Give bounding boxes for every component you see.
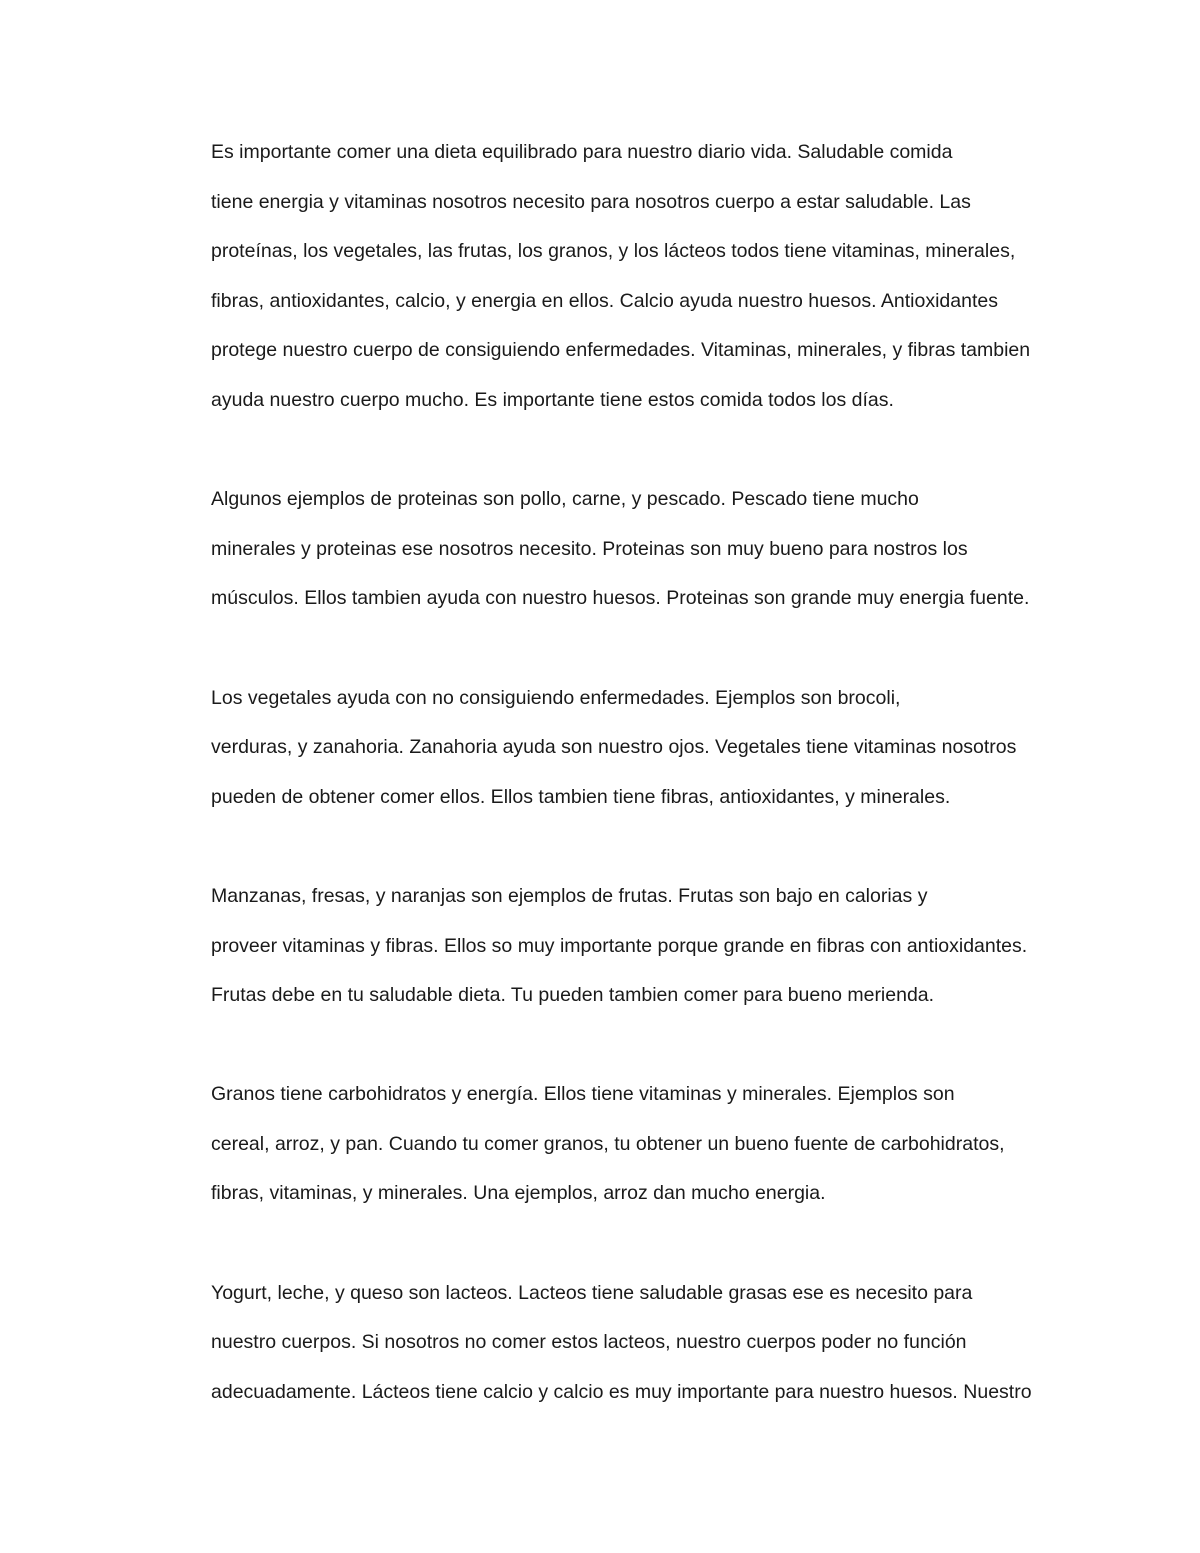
paragraph-line: Es importante comer una dieta equilibrado para nuestro diario vida. Saludable comida	[211, 141, 953, 163]
paragraph-line: tiene energia y vitaminas nosotros necesito para nosotros cuerpo a estar saludable. Las	[211, 190, 971, 213]
paragraph-line: proveer vitaminas y fibras. Ellos so muy importante porque grande en fibras con antioxidantes.	[211, 934, 1028, 957]
paragraph-line: Yogurt, leche, y queso son lacteos. Lacteos tiene saludable grasas ese es necesito para	[211, 1281, 973, 1304]
paragraph-line: fibras, antioxidantes, calcio, y energia en ellos. Calcio ayuda nuestro huesos. Antioxidantes	[211, 289, 998, 312]
paragraph-line: adecuadamente. Lácteos tiene calcio y calcio es muy importante para nuestro huesos. Nuestro	[211, 1380, 1032, 1403]
paragraph-line: pueden de obtener comer ellos. Ellos tambien tiene fibras, antioxidantes, y minerales.	[211, 785, 951, 808]
paragraph-line: Granos tiene carbohidratos y energía. Ellos tiene vitaminas y minerales. Ejemplos son	[211, 1083, 955, 1106]
paragraph-line: minerales y proteinas ese nosotros necesito. Proteinas son muy bueno para nostros los	[211, 537, 968, 560]
paragraph-line: fibras, vitaminas, y minerales. Una ejemplos, arroz dan mucho energia.	[211, 1182, 826, 1205]
paragraph-proteinas	[141, 475, 1061, 624]
paragraph-line: verduras, y zanahoria. Zanahoria ayuda son nuestro ojos. Vegetales tiene vitaminas nosotros	[211, 736, 1017, 759]
paragraph-line: nuestro cuerpos. Si nosotros no comer estos lacteos, nuestro cuerpos poder no función	[211, 1331, 967, 1354]
document-body	[141, 128, 1061, 1467]
paragraph-frutas	[141, 872, 1061, 1021]
paragraph-line: Algunos ejemplos de proteinas son pollo, carne, y pescado. Pescado tiene mucho	[211, 488, 919, 511]
paragraph-line: Manzanas, fresas, y naranjas son ejemplos de frutas. Frutas son bajo en calorias y	[211, 884, 928, 907]
paragraph-line: Los vegetales ayuda con no consiguiendo enfermedades. Ejemplos son brocoli,	[211, 686, 901, 709]
paragraph-line: cereal, arroz, y pan. Cuando tu comer granos, tu obtener un bueno fuente de carbohidratos,	[211, 1132, 1005, 1155]
paragraph-line: ayuda nuestro cuerpo mucho. Es importante tiene estos comida todos los días.	[211, 388, 894, 411]
paragraph-granos	[141, 1070, 1061, 1219]
paragraph-line: protege nuestro cuerpo de consiguiendo enfermedades. Vitaminas, minerales, y fibras tambien	[211, 339, 1031, 362]
paragraph-lacteos	[141, 1269, 1061, 1418]
paragraph-line: músculos. Ellos tambien ayuda con nuestro huesos. Proteinas son grande muy energia fuente.	[211, 587, 1030, 610]
paragraph-line: proteínas, los vegetales, las frutas, los granos, y los lácteos todos tiene vitaminas, minerales,	[211, 240, 1016, 263]
paragraph-vegetales	[141, 674, 1061, 823]
paragraph-dieta-equilibrada	[141, 128, 1061, 426]
paragraph-line: Frutas debe en tu saludable dieta. Tu pueden tambien comer para bueno merienda.	[211, 984, 935, 1007]
